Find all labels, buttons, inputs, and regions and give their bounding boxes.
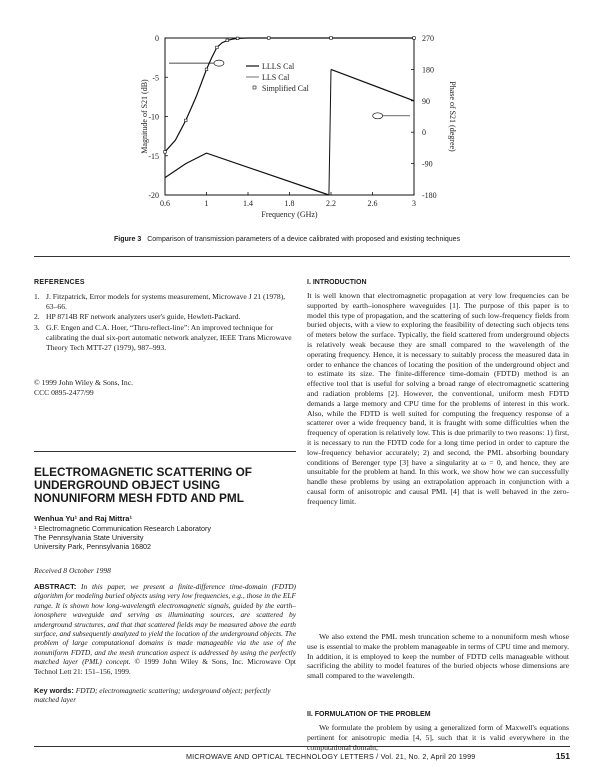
journal-line: MICROWAVE AND OPTICAL TECHNOLOGY LETTERS / Vol. 21, No. 2, April 20 1999 <box>186 752 476 761</box>
intro-paragraph-1: It is well known that electromagnetic propagation at very low frequencies can be supported by earth–ionosphere waveguides [1]. The purpose of this paper is to model this type of propagation, and the scattering of such low-frequency fields from buried objects, with a view to exploring the feasibility of detecting such objects tens of meters below the surface. Typically, the field scattered from underground objects is relatively weak because they are small compared to the wavelength of the operating frequency. Hence, it is necessary to suitably process the measured data in order to enhance the chances of locating the position of the underground object and to estimate its size. The finite-difference time-domain (FDTD) method is an effective tool that is useful for solving a broad range of electromagnetic scattering and radiation problems [2]. However, the conventional, uniform mesh FDTD demands a large memory and CPU time for the problems of interest in this work. Also, while the FDTD is well suited for computing the frequency response of a scatterer over a wide frequency band, it is fraught with some difficulties when the frequency of operation is relatively low. This is due primarily to two reasons: 1) first, it is necessary to run the FDTD code for a long time period in order to capture the low-frequency behavior accurately; 2) and second, the PML absorbing boundary conditions of Berenger type [3] have a singularity at ω = 0, and hence, they are unsuitable for the problem at hand. In this work, we show how we can successfully handle these problems by using an extrapolation approach in conjunction with a causal form of anisotropic and causal PML [4] that is well behaved in the zero-frequency limit. <box>307 291 569 506</box>
y-tick-label: -20 <box>148 191 159 200</box>
copyright-line: © 1999 John Wiley & Sons, Inc. <box>34 378 133 387</box>
magnitude-axis-indicator <box>214 60 224 66</box>
series-magnitude-marker <box>164 151 167 154</box>
x-tick-label: 3 <box>412 199 416 208</box>
y-tick-label: -15 <box>148 151 159 161</box>
x-axis-label: Frequency (GHz) <box>261 210 318 219</box>
authors: Wenhua Yu¹ and Raj Mittra¹ <box>34 514 133 523</box>
reference-number: 3. <box>34 323 40 333</box>
affiliation-address: University Park, Pennsylvania 16802 <box>34 542 152 552</box>
series-phase-line-wrapped <box>331 69 414 100</box>
figure-divider <box>34 256 570 257</box>
series-magnitude-marker <box>226 39 229 42</box>
figure-caption-text: Comparison of transmission parameters of a device calibrated with proposed and existing techniques <box>147 236 461 243</box>
article-title: ELECTROMAGNETIC SCATTERING OF UNDERGROUND OBJECT USING NONUNIFORM MESH FDTD AND PML <box>34 465 253 505</box>
series-phase-line <box>165 153 329 195</box>
x-tick-label: 1.4 <box>243 199 253 208</box>
intro-paragraph-2: We also extend the PML mesh truncation scheme to a nonuniform mesh whose use is essential to make the problem manageable in terms of CPU time and memory. In addition, it is employed to keep the number of FDTD cells manageable without sacrificing the ability to model features of the buried objects whose dimensions are small compared to the wavelength. <box>307 632 569 681</box>
series-magnitude-marker <box>236 37 239 40</box>
affiliation-university: The Pennsylvania State University <box>34 533 144 543</box>
figure-label: Figure 3 <box>114 236 142 243</box>
references-list <box>34 292 296 353</box>
x-tick-label: 1.8 <box>284 199 295 208</box>
y-tick-label: -10 <box>148 112 159 122</box>
reference-item <box>34 292 296 311</box>
transmission-chart <box>0 0 600 232</box>
abstract-copyright: © 1999 John Wiley & Sons, Inc. Microwave Opt Technol Lett 21: 151–156, 1999. <box>34 657 296 676</box>
y-tick-label: -5 <box>152 73 159 83</box>
series-magnitude-line <box>165 38 414 152</box>
figure-caption <box>114 236 514 243</box>
x-tick-label: 0.6 <box>160 199 170 208</box>
y-right-tick-label: 180 <box>422 65 434 75</box>
abstract-text: In this paper, we present a finite-difference time-domain (FDTD) algorithm for modeling buried objects using very low frequencies, e.g., those in the ELF range. It is shown how long-wavelength electromagnetic signals, guided by the earth–ionosphere waveguide and serving as illuminating sources, are scattered by underground structures, and that that scattered fields may be measured above the earth surface, and subsequently analyzed to yield the location of the underground objects. The problem of large computational domains is made manageable via the use of the nonuniform FDTD, and the mesh truncation aspect is addressed by using the perfectly matched layer (PML) concept. <box>34 582 296 667</box>
legend-entry: LLS Cal <box>262 73 290 82</box>
legend-entry: LLLS Cal <box>262 62 295 71</box>
series-magnitude-marker <box>184 119 187 122</box>
y-right-tick-label: -90 <box>422 159 433 169</box>
intro-heading: I. INTRODUCTION <box>307 279 367 286</box>
series-phase-wrap <box>329 69 331 195</box>
y-right-tick-label: -180 <box>422 191 437 200</box>
references-heading: REFERENCES <box>34 279 85 286</box>
reference-number: 1. <box>34 292 40 301</box>
series-magnitude-marker <box>330 37 333 40</box>
y-right-tick-label: 90 <box>422 96 430 106</box>
figure-3 <box>0 0 600 245</box>
footer-divider <box>34 746 570 747</box>
legend-marker <box>253 86 256 89</box>
x-tick-label: 2.6 <box>367 199 378 208</box>
y-right-tick-label: 0 <box>422 128 426 138</box>
phase-axis-indicator <box>373 113 383 119</box>
abstract <box>34 582 296 676</box>
series-magnitude-marker <box>205 68 208 71</box>
article-divider <box>34 451 296 452</box>
reference-text: J. Fitzpatrick, Error models for systems measurement, Microwave J 21 (1978), 63–66. <box>46 292 286 311</box>
affiliation <box>34 524 211 552</box>
series-magnitude-marker <box>413 37 416 40</box>
abstract-label: ABSTRACT: <box>34 582 77 591</box>
keywords <box>34 686 296 705</box>
formulation-heading: II. FORMULATION OF THE PROBLEM <box>307 711 431 718</box>
reference-number: 2. <box>34 312 40 322</box>
legend-entry: Simplified Cal <box>262 84 309 93</box>
formulation-paragraph: We formulate the problem by using a generalized form of Maxwell's equations pertinent for anisotropic media [4, 5], such that it is valid everywhere in the computational domain, <box>307 723 569 752</box>
page-number: 151 <box>555 751 570 761</box>
keywords-label: Key words: <box>34 686 74 695</box>
reference-text: G.F. Engen and C.A. Hoer, “Thru-reflect-line”: An improved technique for calibrating the dual six-port automatic network analyzer, IEEE Trans Microwave Theory Tech MTT-27 (1979), 987–993. <box>46 323 292 352</box>
reference-item <box>34 312 296 322</box>
series-magnitude-marker <box>267 37 270 40</box>
reference-text: HP 8714B RF network analyzers user's guide, Hewlett-Packard. <box>46 312 241 322</box>
y-right-axis-label: Phase of S21 (degree) <box>448 81 457 152</box>
y-right-tick-label: 270 <box>422 34 434 43</box>
keywords-text: FDTD; electromagnetic scattering; underground object; perfectly matched layer <box>34 686 271 705</box>
affiliation-lab: ¹ Electromagnetic Communication Research Laboratory <box>34 524 211 533</box>
reference-item <box>34 323 296 352</box>
y-tick-label: 0 <box>155 34 159 43</box>
x-tick-label: 2.2 <box>326 199 336 208</box>
received-date: Received 8 October 1998 <box>34 566 111 575</box>
series-magnitude-marker <box>216 46 219 49</box>
y-axis-label: Magnitude of S21 (dB) <box>140 79 149 154</box>
copyright-block <box>34 378 133 397</box>
ccc-code: CCC 0895-2477/99 <box>34 387 94 397</box>
x-tick-label: 1 <box>204 199 209 208</box>
